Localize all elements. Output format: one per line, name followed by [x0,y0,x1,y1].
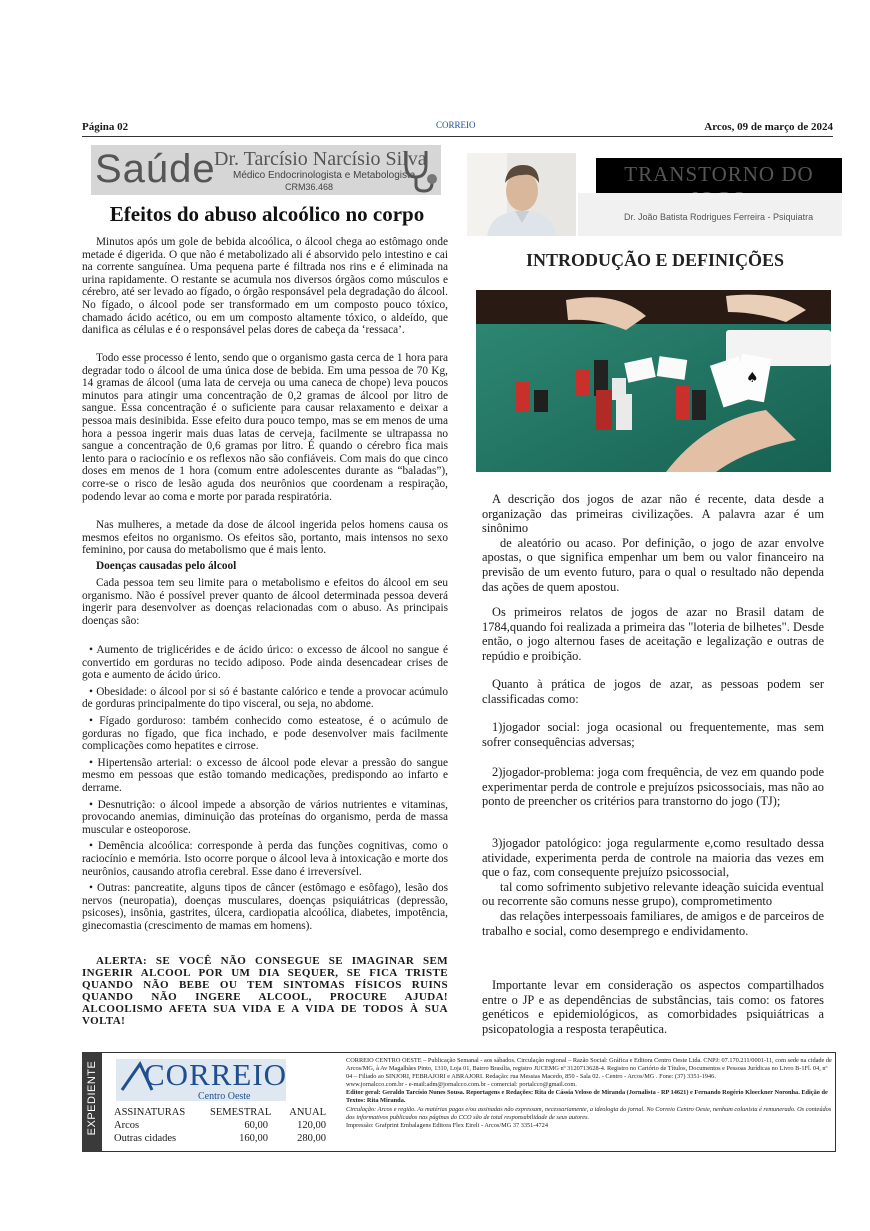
table-cell: 60,00 [244,1120,268,1131]
page-number: Página 02 [82,121,129,133]
disease-list [82,644,448,936]
list-item: • Obesidade: o álcool por si só é bastante calórico e tende a provocar acúmulo de gorduras principalmente do tipo visceral, ou seja, no abdome. [82,685,448,711]
paragraph-text: de aleatório ou acaso. Por definição, o jogo de azar envolve apostas, o que significa empenhar um bem ou valor financeiro na previsão de um evento futuro, para o qual o resultado não dependa das ações de quem apostou. [482,535,824,594]
right-paragraph-1 [482,492,824,594]
masthead-tab [82,1052,102,1152]
header-logo: CORREIO [436,120,476,130]
left-article-title: Efeitos do abuso alcoólico no corpo [109,202,425,226]
author-crm: CRM36.468 [285,182,334,192]
list-item: • Outras: pancreatite, alguns tipos de câncer (estômago e esôfago), lesão dos nervos (neuropatia), doenças musculares, doenças psiquiátricas (depressão, psicoses), insônia, gastrites, úlcera, cardiopatia alcoólica, diabetes, impotência, ginecomastia (crescimento de mamas em homens). [82,882,448,932]
subtitle-text: Doenças causadas pelo álcool [96,560,237,572]
right-paragraph-6 [482,836,824,938]
masthead-info [346,1057,832,1130]
left-paragraph-2 [82,352,448,503]
author-name: Dr. Tarcísio Narcísio Silva [214,148,427,170]
left-paragraph-3 [82,519,448,557]
stethoscope-icon [396,147,438,193]
disclaimer: Circulação: Arcos e região. As matérias pagas e/ou assinadas não expressam, necessariamente, a ideologia do jornal. No Correio Centro Oeste, nenhum colunista é remunerado. Os conteúdos dos informativos publicados nas páginas do CCO são de total responsabilidade de seus autores. [346,1105,832,1121]
table-row [114,1120,328,1131]
list-item: • Fígado gorduroso: também conhecido como esteatose, é o acúmulo de gorduras no fígado, que fica inchado, e pode desenvolver mais facilmente complicações como hepatites e cirrose. [82,714,448,753]
editorial-staff: Editor geral: Geraldo Tarcísio Nunes Sousa. Reportagens e Redações: Rita de Cássia Veloso de Miranda (Jornalista - RP 14621) e Fernando Rogério Kloeckner Noronha. Edição de Textos: Rita Miranda. [346,1089,828,1105]
section-name: Saúde [95,147,216,191]
table-cell: Outras cidades [114,1133,177,1144]
paragraph-text: 3)jogador patológico: joga regularmente e,como resultado dessa atividade, experimenta perda de controle na maioria das vezes em que o faz, com consequente prejuízo psicossocial, [482,836,824,880]
table-cell: 280,00 [297,1133,326,1144]
left-paragraph-4 [82,577,448,627]
column-title-box [596,158,842,193]
contact-info: www.jornalcco.com.br - e-mail:adm@jornalcco.com.br - comercial: portalcco@gmail.com. [346,1081,577,1089]
author-photo [467,153,576,236]
right-paragraph-7 [482,978,824,1036]
table-header: ASSINATURAS [114,1107,186,1118]
table-header: SEMESTRAL [210,1107,272,1118]
right-article-title: INTRODUÇÃO E DEFINIÇÕES [525,250,785,270]
issue-date: Arcos, 09 de março de 2024 [704,121,833,133]
subscription-header [114,1107,328,1118]
table-header: ANUAL [289,1107,326,1118]
list-item: • Desnutrição: o álcool impede a absorção de vários nutrientes e vitaminas, provocando anemias, diminuição das proteínas do organismo, perda de massa muscular e osteoporose. [82,798,448,836]
health-column-banner [91,145,441,195]
paragraph-text: Cada pessoa tem seu limite para o metabolismo e efeitos do álcool em seu organismo. Não é possível prever quanto de álcool determinada pessoa deverá ingerir para desenvolver as doenças relacionadas com o abuso. As principais doenças são: [82,577,448,627]
header-rule [82,136,833,137]
list-item: • Aumento de triglicérides e de ácido úrico: o excesso de álcool no sangue é convertido em gorduras no tecido adiposo. Pode ainda desencadear crises de gota e aumento de ácido úrico. [82,644,448,682]
left-paragraph-1 [82,236,448,337]
table-row [114,1133,328,1144]
footer-logo-subtitle: Centro Oeste [198,1091,251,1102]
paragraph-text: Quanto à prática de jogos de azar, as pessoas podem ser classificadas como: [482,677,824,706]
paragraph-text: 2)jogador-problema: joga com frequência, de vez em quando pode experimentar perda de controle e prejuízos psicossociais, mas não ao ponto de preencher os critérios para transtorno do jogo (TJ); [482,765,824,809]
publisher-info: CORREIO CENTRO OESTE – Publicação Semanal - aos sábados. Circulação regional – Razão Social: Gráfica e Editora Centro Oeste Ltda. CNPJ: 07.170.211/0001-11, com sede na cidade de Arcos/MG, à Av Magalhães Pinto, 1310, Loja 01, Bairro Brasília, registro JUCEMG nº 3120713628-4. Registro no Cartório de Títulos, Documentos e Pessoas Jurídicas no Livro B-1Fl. 04, nº 04 – Filiado ao SINJORI, FEBRAJORI e ABRAJORI. Redação: rua Messias Macedo, 850 - Sala 02. - Centro - Arcos/MG . Fone: (37) 3351-1946. [346,1057,832,1081]
paragraph-text: Importante levar em consideração os aspectos compartilhados entre o JP e as dependências de substâncias, tais como: os fatores genéticos e epidemiológicos, as comorbidades psiquiátricas a psicopatologia a resposta terapêutica. [482,978,824,1036]
paragraph-text: Todo esse processo é lento, sendo que o organismo gasta cerca de 1 hora para degradar todo o álcool de uma única dose de bebida. Em uma pessoa de 70 Kg, 14 gramas de álcool (uma lata de cerveja ou uma caneca de chope) leva poucos minutos para atingir uma concentração de 0,2 gramas de álcool por litro de sangue. Essa concentração é o suficiente para causar relaxamento e deixar a pessoa mais desinibida. Esse efeito dura pouco tempo, mas se em menos de uma hora a pessoa ingerir mais duas latas de cerveja, facilmente se ultrapassa no sangue a concentração de 0,6 gramas por litro. É quando o cérebro fica mais lento para o raciocínio e os reflexos não são confiáveis. Com mais do que cinco doses em menos de 1 hora (comum entre adolescentes durante as “baladas”), corre-se o risco de lesão aguda dos neurônios que coordenam a respiração, podendo levar ao coma e morte por parada respiratória. [82,352,448,503]
table-cell: Arcos [114,1120,140,1131]
footer-logo: CORREIO [144,1057,288,1092]
paragraph-text: Os primeiros relatos de jogos de azar no Brasil datam de 1784,quando foi realizada a primeira das "loteria de bilhetes". Desde então, o jogo alternou fases de aceitação e legalização e outras de repúdio e proibição. [482,605,824,663]
author-name: Dr. João Batista Rodrigues Ferreira - Psiquiatra [624,212,814,222]
paragraph-text: A descrição dos jogos de azar não é recente, data desde a organização das primeiras civilizações. A palavra azar é um sinônimo [482,492,824,536]
left-subtitle [82,560,448,573]
right-paragraph-5 [482,765,824,809]
table-cell: 160,00 [239,1133,268,1144]
masthead-label: EXPEDIENTE [86,1060,98,1136]
right-paragraph-4 [482,720,824,749]
paragraph-text: 1)jogador social: joga ocasional ou frequentemente, mas sem sofrer consequências adversas; [482,720,824,749]
author-specialty: Médico Endocrinologista e Metabologista [233,170,416,181]
paragraph-text: Nas mulheres, a metade da dose de álcool ingerida pelos homens causa os mesmos efeitos no organismo. Os efeitos são, portanto, mais intensos no sexo feminino, por causa do metabolismo que é mais lento. [82,519,448,557]
paragraph-text: das relações interpessoais familiares, de amigos e de parceiros de trabalho e social, como desemprego e endividamento. [482,908,824,938]
printing-info: Impressão: Grafprint Embalagens Editora Flex Eireli - Arcos/MG 37 3351-4724 [346,1121,548,1129]
alert-box: ALERTA: SE VOCÊ NÃO CONSEGUE SE IMAGINAR SEM INGERIR ALCOOL POR UM DIA SEQUER, SE FICA TRISTE QUANDO NÃO BEBE OU TEM SINTOMAS FÍSICOS RUINS QUANDO NÃO INGERE ALCOOL, PROCURE AJUDA! ALCOOLISMO AFETA SUA VIDA E A VIDA DE TODOS À SUA VOLTA! [82,955,448,1027]
column-title: TRANSTORNO DO [624,162,814,186]
table-cell: 120,00 [297,1120,326,1131]
list-item: • Demência alcoólica: corresponde à perda das funções cognitivas, como o raciocínio e memória. Isto ocorre porque o álcool leva à intoxicação e morte dos neurônios, causando atrofia cerebral. Esse dano é irreversível. [82,840,448,878]
paragraph-text: tal como sofrimento subjetivo relevante ideação suicida eventual ou recorrente são comuns nesse grupo), comprometimento [482,879,824,909]
right-paragraph-3 [482,677,824,706]
paragraph-text: Minutos após um gole de bebida alcoólica, o álcool chega ao estômago onde metade é digerida. O que não é metabolizado ali é absorvido pelo intestino e cai na corrente sanguínea. Uma pequena parte é filtrada nos rins e é eliminada na urina rapidamente. O restante se acumula nos diversos órgãos como músculos e cérebro, até ser levado ao fígado, o órgão responsável pela degradação do álcool. No fígado, o álcool pode ser transformado em um composto pouco tóxico, chamado ácido acético, ou em um composto altamente tóxico, o aldeído, que danifica as células e é o responsável pelas dores de cabeça da ‘ressaca’. [82,236,448,337]
casino-table-photo [476,290,831,472]
right-paragraph-2 [482,605,824,663]
svg-text:♠: ♠ [746,370,759,386]
list-item: • Hipertensão arterial: o excesso de álcool pode elevar a pressão do sangue mesmo em pessoas que estão tomando medicações, predispondo ao infarto e derrame. [82,756,448,794]
